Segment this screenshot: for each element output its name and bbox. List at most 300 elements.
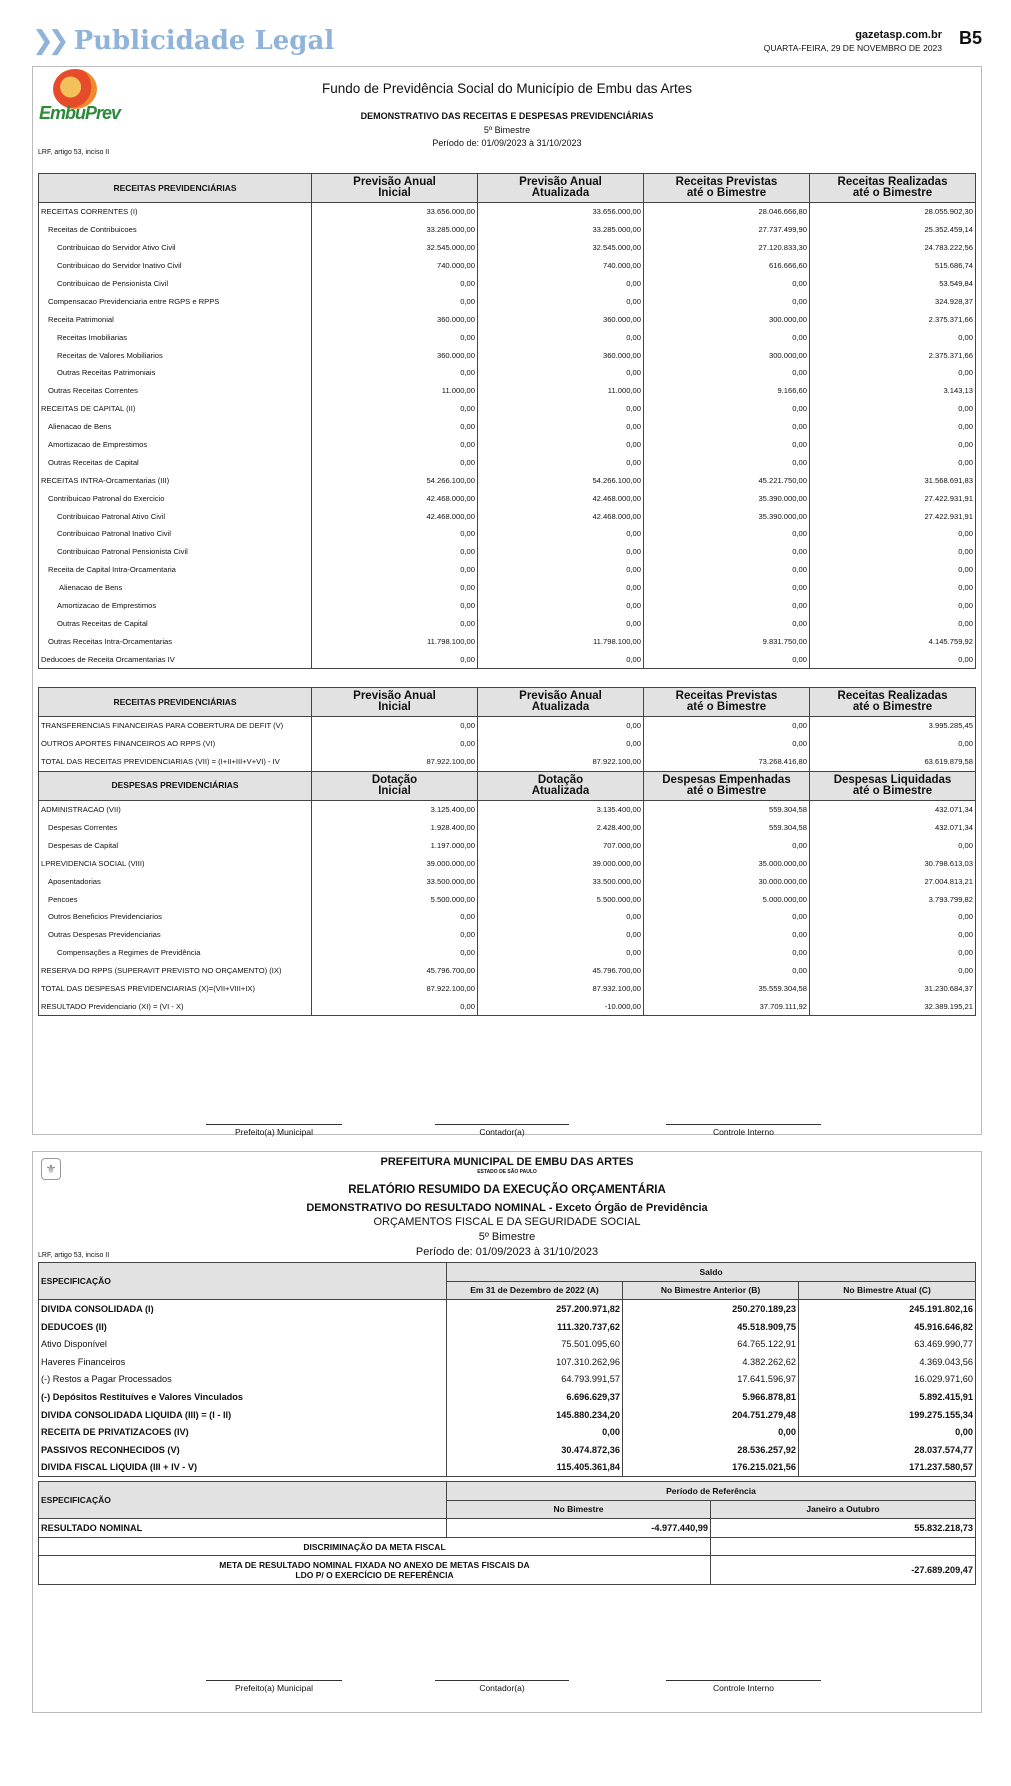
row-label: Contribuicao do Servidor Inativo Civil xyxy=(39,257,312,275)
column-header-line: até o Bimestre xyxy=(686,701,767,713)
row-value: 0,00 xyxy=(478,614,644,632)
row-label: RECEITAS DE CAPITAL (II) xyxy=(39,400,312,418)
column-header xyxy=(478,174,644,203)
row-value: 28.536.257,92 xyxy=(623,1441,799,1459)
row-value: 616.666,60 xyxy=(644,257,810,275)
column-header xyxy=(478,688,644,717)
row-label: Outras Receitas de Capital xyxy=(39,453,312,471)
row-value: 0,00 xyxy=(644,962,810,980)
row-value: 0,00 xyxy=(810,579,976,597)
row-value: 9.166,60 xyxy=(644,382,810,400)
column-header-line: Atualizada xyxy=(531,187,590,199)
table-row xyxy=(39,650,976,668)
row-value: 27.004.813,21 xyxy=(810,872,976,890)
periodo-header-row xyxy=(39,1482,976,1501)
col-no-bimestre: No Bimestre xyxy=(447,1500,711,1519)
table-row xyxy=(39,221,976,239)
row-value: 54.266.100,00 xyxy=(312,471,478,489)
row-value: 35.390.000,00 xyxy=(644,489,810,507)
signature-controle: Controle Interno xyxy=(666,1680,821,1693)
column-header-line: Dotação xyxy=(371,773,418,786)
disc-meta-fiscal: DISCRIMINAÇÃO DA META FISCAL xyxy=(39,1537,711,1556)
row-value: 740.000,00 xyxy=(478,257,644,275)
row-label: Receitas de Contribuicoes xyxy=(39,221,312,239)
row-label: Receitas Imobiliarias xyxy=(39,328,312,346)
row-value: 0,00 xyxy=(478,400,644,418)
table-row xyxy=(39,328,976,346)
column-header-line: DESPESAS PREVIDENCIÁRIAS xyxy=(111,780,239,791)
row-value: 0,00 xyxy=(478,292,644,310)
column-header xyxy=(312,688,478,717)
column-header xyxy=(478,771,644,800)
row-value: 32.389.195,21 xyxy=(810,997,976,1015)
resultado-bimestre: -4.977.440,99 xyxy=(447,1519,711,1538)
row-value: 0,00 xyxy=(312,525,478,543)
row-value: 0,00 xyxy=(312,275,478,293)
row-value: 0,00 xyxy=(312,997,478,1015)
row-value: 5.892.415,91 xyxy=(799,1388,976,1406)
row-value: 0,00 xyxy=(478,543,644,561)
row-value: -10.000,00 xyxy=(478,997,644,1015)
row-value: 0,00 xyxy=(644,364,810,382)
table-row xyxy=(39,1441,976,1459)
lrf-note: LRF, artigo 53, inciso II xyxy=(38,1252,110,1259)
row-value: 0,00 xyxy=(644,275,810,293)
signature-controle: Controle Interno xyxy=(666,1124,821,1137)
row-value: 432.071,34 xyxy=(810,800,976,818)
row-value: 0,00 xyxy=(312,735,478,753)
row-value: 360.000,00 xyxy=(478,346,644,364)
relatorio-title: RELATÓRIO RESUMIDO DA EXECUÇÃO ORÇAMENTÁRIA xyxy=(348,1184,666,1196)
row-value: 111.320.737,62 xyxy=(447,1318,623,1336)
row-label: RESULTADO Previdenciario (XI) = (VI - X) xyxy=(39,997,312,1015)
row-label: Receita Patrimonial xyxy=(39,310,312,328)
table-row xyxy=(39,962,976,980)
row-value: 16.029.971,60 xyxy=(799,1371,976,1389)
row-value: 6.696.629,37 xyxy=(447,1388,623,1406)
row-value: 0,00 xyxy=(478,597,644,615)
row-value: 3.135.400,00 xyxy=(478,800,644,818)
row-value: 0,00 xyxy=(312,908,478,926)
column-header-line: até o Bimestre xyxy=(686,784,767,797)
row-value: 0,00 xyxy=(644,944,810,962)
row-label: Receita de Capital Intra-Orcamentaria xyxy=(39,561,312,579)
row-value: 0,00 xyxy=(644,579,810,597)
row-label: OUTROS APORTES FINANCEIROS AO RPPS (VI) xyxy=(39,735,312,753)
table-row xyxy=(39,717,976,735)
saldo-header-row xyxy=(39,1263,976,1282)
column-header-line: Previsão Anual xyxy=(519,690,602,702)
row-label: Alienacao de Bens xyxy=(39,418,312,436)
row-value: 0,00 xyxy=(312,926,478,944)
table-row xyxy=(39,418,976,436)
table-header-row xyxy=(39,174,976,203)
bimestre: 5º Bimestre xyxy=(483,125,531,135)
column-header xyxy=(644,688,810,717)
table-row xyxy=(39,525,976,543)
periodo: Período de: 01/09/2023 à 31/10/2023 xyxy=(432,138,582,148)
signature-contador: Contador(a) xyxy=(435,1680,569,1693)
column-header-line: Inicial xyxy=(378,187,411,199)
table-row xyxy=(39,980,976,998)
row-value: 11.798.100,00 xyxy=(478,632,644,650)
row-value: 0,00 xyxy=(644,543,810,561)
row-value: 0,00 xyxy=(312,292,478,310)
row-value: 33.285.000,00 xyxy=(478,221,644,239)
row-value: 0,00 xyxy=(810,650,976,668)
column-header-line: Atualizada xyxy=(531,701,590,713)
row-label: TOTAL DAS DESPESAS PREVIDENCIARIAS (X)=(VII+VIII+IX) xyxy=(39,980,312,998)
table-row xyxy=(39,436,976,454)
brand-text: Publicidade Legal xyxy=(73,26,335,56)
row-value: 39.000.000,00 xyxy=(312,854,478,872)
table-row xyxy=(39,997,976,1015)
column-header-line: até o Bimestre xyxy=(852,187,933,199)
row-value: 0,00 xyxy=(478,944,644,962)
row-value: 176.215.021,56 xyxy=(623,1459,799,1477)
table-row xyxy=(39,239,976,257)
disc-empty xyxy=(711,1537,976,1556)
column-header-line: até o Bimestre xyxy=(852,701,933,713)
table-row xyxy=(39,1335,976,1353)
column-header xyxy=(39,174,312,203)
table-row xyxy=(39,275,976,293)
row-value: 250.270.189,23 xyxy=(623,1300,799,1318)
row-value: 35.559.304,58 xyxy=(644,980,810,998)
column-header xyxy=(312,771,478,800)
row-value: 0,00 xyxy=(478,436,644,454)
row-label: DIVIDA FISCAL LIQUIDA (III + IV - V) xyxy=(39,1459,447,1477)
row-value: 0,00 xyxy=(644,292,810,310)
row-label: PASSIVOS RECONHECIDOS (V) xyxy=(39,1441,447,1459)
row-value: 0,00 xyxy=(810,525,976,543)
column-header xyxy=(644,771,810,800)
row-value: 0,00 xyxy=(312,400,478,418)
column-header-line: Receitas Realizadas xyxy=(837,176,948,188)
row-value: 0,00 xyxy=(644,400,810,418)
table-row xyxy=(39,753,976,771)
row-value: 0,00 xyxy=(312,597,478,615)
table-row xyxy=(39,400,976,418)
row-value: 35.000.000,00 xyxy=(644,854,810,872)
orcamentos-title: ORÇAMENTOS FISCAL E DA SEGURIDADE SOCIAL xyxy=(373,1216,641,1228)
column-header-line: Receitas Previstas xyxy=(675,176,778,188)
col-bim-atual: No Bimestre Atual (C) xyxy=(799,1281,976,1300)
row-value: 199.275.155,34 xyxy=(799,1406,976,1424)
row-value: 0,00 xyxy=(799,1423,976,1441)
row-value: 53.549,84 xyxy=(810,275,976,293)
row-value: 0,00 xyxy=(644,525,810,543)
row-value: 204.751.279,48 xyxy=(623,1406,799,1424)
row-value: 0,00 xyxy=(478,717,644,735)
row-value: 0,00 xyxy=(810,436,976,454)
row-value: 3.793.799,82 xyxy=(810,890,976,908)
row-value: 32.545.000,00 xyxy=(312,239,478,257)
row-value: 0,00 xyxy=(312,418,478,436)
row-label: RECEITA DE PRIVATIZACOES (IV) xyxy=(39,1423,447,1441)
row-label: ADMINISTRACAO (VII) xyxy=(39,800,312,818)
row-value: 5.966.878,81 xyxy=(623,1388,799,1406)
row-value: 45.221.750,00 xyxy=(644,471,810,489)
row-value: 300.000,00 xyxy=(644,310,810,328)
row-value: 0,00 xyxy=(478,525,644,543)
row-value: 0,00 xyxy=(312,543,478,561)
row-value: 707.000,00 xyxy=(478,836,644,854)
resultado-periodo-table xyxy=(38,1481,976,1585)
resultado-nominal-row xyxy=(39,1519,976,1538)
column-header-line: até o Bimestre xyxy=(686,187,767,199)
row-value: 39.000.000,00 xyxy=(478,854,644,872)
row-value: 1.197.000,00 xyxy=(312,836,478,854)
column-header xyxy=(810,688,976,717)
table-row xyxy=(39,489,976,507)
row-value: 360.000,00 xyxy=(312,346,478,364)
row-value: 33.285.000,00 xyxy=(312,221,478,239)
report-subtitle: DEMONSTRATIVO DAS RECEITAS E DESPESAS PREVIDENCIÁRIAS xyxy=(360,111,654,121)
row-value: 0,00 xyxy=(312,328,478,346)
row-value: 64.793.991,57 xyxy=(447,1371,623,1389)
row-label: TOTAL DAS RECEITAS PREVIDENCIARIAS (VII) = (I+II+III+V+VI) - IV xyxy=(39,753,312,771)
site-info xyxy=(764,29,942,55)
row-value: 115.405.361,84 xyxy=(447,1459,623,1477)
row-label: (-) Restos a Pagar Processados xyxy=(39,1371,447,1389)
row-value: 35.390.000,00 xyxy=(644,507,810,525)
row-value: 0,00 xyxy=(312,364,478,382)
row-value: 360.000,00 xyxy=(312,310,478,328)
column-header-line: RECEITAS PREVIDENCIÁRIAS xyxy=(113,696,237,707)
row-label: Despesas Correntes xyxy=(39,819,312,837)
row-label: Haveres Financeiros xyxy=(39,1353,447,1371)
row-label: Outras Despesas Previdenciarias xyxy=(39,926,312,944)
row-label: TRANSFERENCIAS FINANCEIRAS PARA COBERTURA DE DEFIT (V) xyxy=(39,717,312,735)
table-row xyxy=(39,561,976,579)
table-row xyxy=(39,382,976,400)
row-value: 0,00 xyxy=(644,926,810,944)
row-label: Outras Receitas de Capital xyxy=(39,614,312,632)
row-label: Compensações a Regimes de Previdência xyxy=(39,944,312,962)
row-value: 27.120.833,30 xyxy=(644,239,810,257)
row-value: 559.304,58 xyxy=(644,819,810,837)
column-header-line: Previsão Anual xyxy=(353,690,436,702)
row-value: 87.922.100,00 xyxy=(312,753,478,771)
row-label: Outras Receitas Correntes xyxy=(39,382,312,400)
row-label: Compensacao Previdenciaria entre RGPS e RPPS xyxy=(39,292,312,310)
column-header-line: Despesas Empenhadas xyxy=(662,773,791,786)
row-value: 32.545.000,00 xyxy=(478,239,644,257)
coat-of-arms-icon: ⚜ xyxy=(41,1158,61,1180)
row-label: Outros Beneficios Previdenciarios xyxy=(39,908,312,926)
row-value: 11.798.100,00 xyxy=(312,632,478,650)
table-row xyxy=(39,1388,976,1406)
row-value: 0,00 xyxy=(810,962,976,980)
row-value: 0,00 xyxy=(478,579,644,597)
row-value: 11.000,00 xyxy=(478,382,644,400)
row-value: 0,00 xyxy=(810,328,976,346)
col-jan-out: Janeiro a Outubro xyxy=(711,1500,976,1519)
row-value: 30.798.613,03 xyxy=(810,854,976,872)
row-value: 107.310.262,96 xyxy=(447,1353,623,1371)
column-header xyxy=(810,771,976,800)
row-label: Contribuicao Patronal Ativo Civil xyxy=(39,507,312,525)
double-chevron-icon: ❯❯ xyxy=(32,26,64,56)
row-value: 740.000,00 xyxy=(312,257,478,275)
column-header xyxy=(39,771,312,800)
row-value: 73.268.416,80 xyxy=(644,753,810,771)
row-value: 0,00 xyxy=(810,453,976,471)
row-value: 0,00 xyxy=(312,453,478,471)
logo-text: EmbuPrev xyxy=(39,103,121,123)
row-value: 0,00 xyxy=(312,614,478,632)
meta-label-line1: META DE RESULTADO NOMINAL FIXADA NO ANEXO DE METAS FISCAIS DA xyxy=(219,1560,530,1571)
row-value: 33.500.000,00 xyxy=(478,872,644,890)
row-value: 0,00 xyxy=(644,597,810,615)
table-row xyxy=(39,944,976,962)
row-label: Receitas de Valores Mobiliarios xyxy=(39,346,312,364)
table-row xyxy=(39,1423,976,1441)
table-row xyxy=(39,1459,976,1477)
table-row xyxy=(39,890,976,908)
row-value: 0,00 xyxy=(644,328,810,346)
receitas-table xyxy=(38,173,976,669)
row-value: 0,00 xyxy=(644,650,810,668)
row-value: 0,00 xyxy=(478,453,644,471)
row-label: LPREVIDENCIA SOCIAL (VIII) xyxy=(39,854,312,872)
row-value: 0,00 xyxy=(810,908,976,926)
row-label: DIVIDA CONSOLIDADA LIQUIDA (III) = (I - II) xyxy=(39,1406,447,1424)
table-row xyxy=(39,800,976,818)
row-value: 0,00 xyxy=(644,561,810,579)
row-value: 25.352.459,14 xyxy=(810,221,976,239)
meta-value: -27.689.209,47 xyxy=(711,1556,976,1585)
col-bim-anterior: No Bimestre Anterior (B) xyxy=(623,1281,799,1300)
table-row xyxy=(39,579,976,597)
row-label: Outras Receitas Patrimoniais xyxy=(39,364,312,382)
column-header-line: Receitas Realizadas xyxy=(837,690,948,702)
row-label: Deducoes de Receita Orcamentarias IV xyxy=(39,650,312,668)
row-value: 0,00 xyxy=(312,944,478,962)
table-row xyxy=(39,1300,976,1318)
row-value: 17.641.596,97 xyxy=(623,1371,799,1389)
row-value: 4.369.043,56 xyxy=(799,1353,976,1371)
row-value: 171.237.580,57 xyxy=(799,1459,976,1477)
issue-date: QUARTA-FEIRA, 29 DE NOVEMBRO DE 2023 xyxy=(763,43,942,53)
table-row xyxy=(39,872,976,890)
table-row xyxy=(39,597,976,615)
col-dez-2022: Em 31 de Dezembro de 2022 (A) xyxy=(447,1281,623,1300)
column-header-line: Previsão Anual xyxy=(353,176,436,188)
table-row xyxy=(39,854,976,872)
row-value: 33.656.000,00 xyxy=(478,203,644,221)
meta-label xyxy=(39,1556,711,1585)
table-header-row xyxy=(39,771,976,800)
row-value: 54.266.100,00 xyxy=(478,471,644,489)
row-value: 63.619.879,58 xyxy=(810,753,976,771)
row-value: 2.375.371,66 xyxy=(810,346,976,364)
demonstrativo-title: DEMONSTRATIVO DO RESULTADO NOMINAL - Exceto Órgão de Previdência xyxy=(306,1202,708,1214)
row-label: Pencoes xyxy=(39,890,312,908)
row-value: 2.375.371,66 xyxy=(810,310,976,328)
page-number: B5 xyxy=(958,28,982,48)
row-value: 31.230.684,37 xyxy=(810,980,976,998)
resultado-nominal-report xyxy=(32,1151,982,1713)
row-label: Contribuicao Patronal Inativo Civil xyxy=(39,525,312,543)
signature-prefeito: Prefeito(a) Municipal xyxy=(206,1680,342,1693)
row-value: 75.501.095,60 xyxy=(447,1335,623,1353)
table-row xyxy=(39,632,976,650)
bimestre: 5º Bimestre xyxy=(478,1231,536,1243)
table-header-row xyxy=(39,688,976,717)
row-value: 0,00 xyxy=(810,735,976,753)
site-url[interactable]: gazetasp.com.br xyxy=(855,29,942,41)
row-value: 300.000,00 xyxy=(644,346,810,364)
row-value: 0,00 xyxy=(810,836,976,854)
lrf-note: LRF, artigo 53, inciso II xyxy=(38,149,110,156)
row-value: 0,00 xyxy=(478,364,644,382)
table-row xyxy=(39,471,976,489)
column-header-line: Despesas Liquidadas xyxy=(833,773,952,786)
row-value: 28.037.574,77 xyxy=(799,1441,976,1459)
column-header-line: Dotação xyxy=(537,773,584,786)
row-label: Contribuicao do Servidor Ativo Civil xyxy=(39,239,312,257)
espec-header: ESPECIFICAÇÃO xyxy=(39,1482,447,1519)
row-label: RECEITAS INTRA-Orcamentarias (III) xyxy=(39,471,312,489)
row-value: 0,00 xyxy=(312,436,478,454)
row-value: 0,00 xyxy=(478,561,644,579)
row-value: 324.928,37 xyxy=(810,292,976,310)
espec-header: ESPECIFICAÇÃO xyxy=(39,1263,447,1300)
embuprev-report xyxy=(32,66,982,1135)
row-value: 0,00 xyxy=(810,418,976,436)
table-row xyxy=(39,1353,976,1371)
row-value: 245.191.802,16 xyxy=(799,1300,976,1318)
row-value: 3.125.400,00 xyxy=(312,800,478,818)
table-row xyxy=(39,453,976,471)
row-value: 87.932.100,00 xyxy=(478,980,644,998)
row-value: 27.737.499,90 xyxy=(644,221,810,239)
row-label: Contribuicao de Pensionista Civil xyxy=(39,275,312,293)
table-row xyxy=(39,310,976,328)
row-value: 87.922.100,00 xyxy=(312,980,478,998)
row-value: 0,00 xyxy=(810,400,976,418)
row-value: 0,00 xyxy=(810,597,976,615)
row-value: 0,00 xyxy=(644,436,810,454)
row-label: Ativo Disponível xyxy=(39,1335,447,1353)
meta-row xyxy=(39,1556,976,1585)
row-value: 5.500.000,00 xyxy=(312,890,478,908)
row-value: 3.995.285,45 xyxy=(810,717,976,735)
row-value: 0,00 xyxy=(810,614,976,632)
column-header-line: Inicial xyxy=(378,701,411,713)
row-value: 2.428.400,00 xyxy=(478,819,644,837)
row-value: 1.928.400,00 xyxy=(312,819,478,837)
row-value: 559.304,58 xyxy=(644,800,810,818)
saldo-header: Saldo xyxy=(447,1263,976,1282)
row-value: 27.422.931,91 xyxy=(810,489,976,507)
table-row xyxy=(39,1371,976,1389)
row-label: Amortizacao de Emprestimos xyxy=(39,436,312,454)
disc-row xyxy=(39,1537,976,1556)
row-value: 0,00 xyxy=(644,614,810,632)
row-label: Aposentadorias xyxy=(39,872,312,890)
resultado-nominal-table xyxy=(38,1262,976,1477)
column-header-line: Previsão Anual xyxy=(519,176,602,188)
signature-prefeito: Prefeito(a) Municipal xyxy=(206,1124,342,1137)
row-value: 0,00 xyxy=(312,717,478,735)
row-value: 0,00 xyxy=(478,908,644,926)
column-header xyxy=(810,174,976,203)
transferencias-table xyxy=(38,687,976,1016)
row-value: 28.046.666,80 xyxy=(644,203,810,221)
